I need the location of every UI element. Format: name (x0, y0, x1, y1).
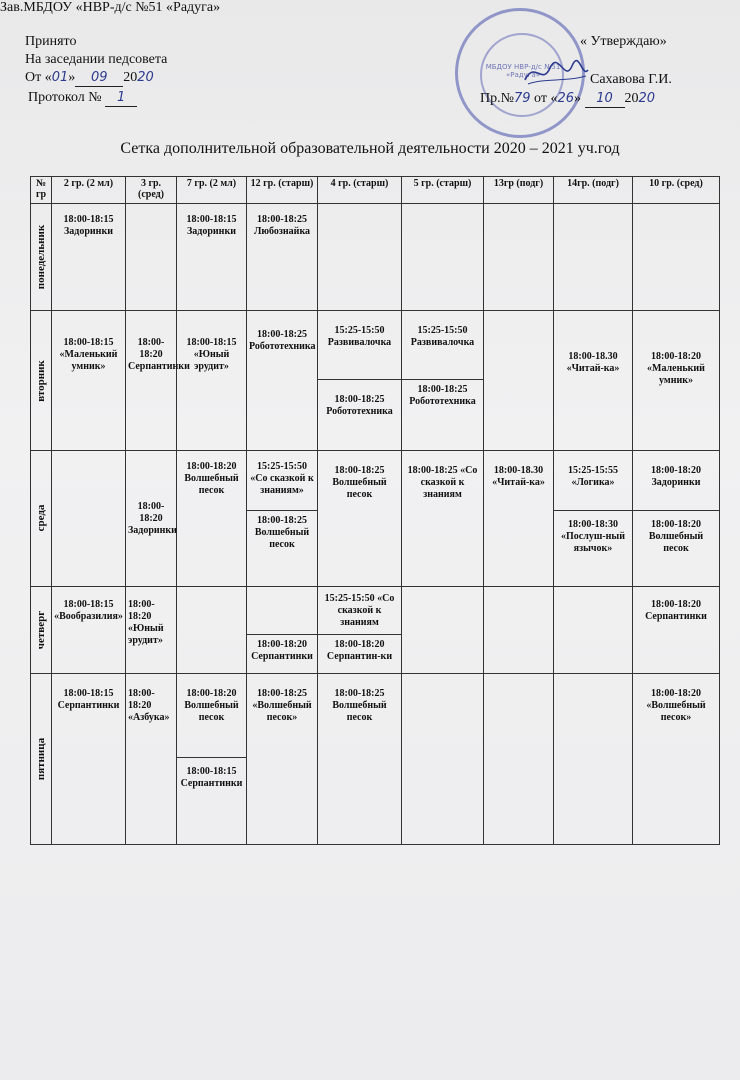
schedule-table (30, 176, 720, 845)
schedule-cell: 18:00-18:20 Задоринки (126, 450, 177, 586)
handwritten-month: 09 (91, 70, 108, 85)
row-monday (31, 204, 720, 311)
header-date-left (25, 70, 154, 87)
day-label-tuesday: вторник (31, 311, 52, 450)
schedule-cell (484, 204, 554, 311)
col-header: 4 гр. (старш) (318, 177, 402, 204)
schedule-cell: 18:00-18:15 Серпантинки (177, 757, 247, 844)
schedule-cell: 18:00-18:20 «Маленький умник» (633, 311, 720, 450)
schedule-cell: 18:00-18:25 Робототехника (247, 311, 318, 450)
schedule-cell: 18:00-18:20 Серпантинки (633, 587, 720, 674)
day-label-monday: понедельник (31, 204, 52, 311)
schedule-cell: 18:00-18:15 «Вообразилия» (52, 587, 126, 674)
row-tuesday-a (31, 311, 720, 379)
schedule-cell (484, 674, 554, 845)
header-accepted: Принято (25, 34, 77, 49)
header-head: Зав.МБДОУ «НВР-д/с №51 «Радуга» (0, 0, 221, 15)
schedule-cell: 18:00-18:20 «Юный эрудит» (126, 587, 177, 674)
schedule-cell: 18:00-18:20 Волшебный песок (177, 450, 247, 586)
schedule-cell (126, 204, 177, 311)
schedule-cell: 18:00-18:20 Серпантин-ки (318, 635, 402, 674)
header-approve: « Утверждаю» (580, 34, 667, 49)
schedule-cell: 18:00-18:20 Задоринки (633, 450, 720, 510)
row-thursday-a (31, 587, 720, 635)
schedule-cell: 18:00-18:30 «Послуш-ный язычок» (554, 510, 633, 586)
schedule-cell (554, 674, 633, 845)
schedule-cell: 18:00-18:25 Волшебный песок (318, 674, 402, 845)
schedule-cell (52, 450, 126, 586)
schedule-cell (318, 204, 402, 311)
schedule-cell (402, 204, 484, 311)
row-friday-a (31, 674, 720, 757)
date-prefix: От « (25, 70, 52, 85)
col-header: 13гр (подг) (484, 177, 554, 204)
year-prefix: 20 (123, 70, 138, 85)
schedule-cell: 18:00-18:25 «Волшебный песок» (247, 674, 318, 845)
handwritten-order-year: 20 (638, 91, 656, 106)
col-header: 3 гр. (сред) (126, 177, 177, 204)
handwritten-order-month: 10 (596, 91, 613, 106)
schedule-cell: 18:00-18:20 Серпантинки (126, 311, 177, 450)
schedule-cell (554, 587, 633, 674)
col-header: № гр (31, 177, 52, 204)
header-order (480, 91, 655, 108)
header-council: На заседании педсовета (25, 52, 168, 67)
day-label-thursday: четверг (31, 587, 52, 674)
header-protocol (28, 90, 137, 107)
schedule-cell: 15:25-15:50 «Со сказкой к знаниям (318, 587, 402, 635)
order-quote: » (574, 91, 581, 106)
order-label: Пр.№ (480, 91, 514, 106)
schedule-cell (554, 204, 633, 311)
page-title: Сетка дополнительной образовательной деятельности 2020 – 2021 уч.год (120, 140, 620, 157)
schedule-cell: 18:00-18:15 Задоринки (177, 204, 247, 311)
schedule-cell: 15:25-15:50 Развивалочка (402, 311, 484, 379)
schedule-cell: 18:00-18:20 Серпантинки (247, 635, 318, 674)
schedule-cell: 18:00-18:20 Волшебный песок (633, 510, 720, 586)
schedule-cell (402, 674, 484, 845)
col-header: 5 гр. (старш) (402, 177, 484, 204)
schedule-cell: 18:00-18:15 Серпантинки (52, 674, 126, 845)
schedule-cell: 18:00-18:15 Задоринки (52, 204, 126, 311)
schedule-cell: 18:00-18:15 «Маленький умник» (52, 311, 126, 450)
schedule-cell: 18:00-18:25 Любознайка (247, 204, 318, 311)
day-label-wednesday: среда (31, 450, 52, 586)
schedule-cell (484, 587, 554, 674)
schedule-cell (177, 587, 247, 674)
col-header: 14гр. (подг) (554, 177, 633, 204)
col-header: 12 гр. (старш) (247, 177, 318, 204)
handwritten-order-number: 79 (513, 91, 531, 106)
header-row (31, 177, 720, 204)
schedule-cell (633, 204, 720, 311)
protocol-label: Протокол № (28, 90, 102, 105)
schedule-cell: 18:00-18:25 Волшебный песок (318, 450, 402, 586)
schedule-cell: 15:25-15:55 «Логика» (554, 450, 633, 510)
col-header: 10 гр. (сред) (633, 177, 720, 204)
schedule-cell: 18:00-18:15 «Юный эрудит» (177, 311, 247, 450)
schedule-cell: 18:00-18:20 «Азбука» (126, 674, 177, 845)
signature-icon (520, 58, 590, 88)
day-label-friday: пятница (31, 674, 52, 845)
schedule-cell (484, 311, 554, 450)
schedule-cell: 15:25-15:50 «Со сказкой к знаниям» (247, 450, 318, 510)
schedule-cell: 18:00-18:25 «Со сказкой к знаниям (402, 450, 484, 586)
handwritten-protocol-number: 1 (116, 90, 126, 105)
handwritten-year: 20 (137, 70, 154, 85)
handwritten-order-day: 26 (557, 91, 574, 106)
schedule-cell: 18:00-18:25 Волшебный песок (247, 510, 318, 586)
schedule-cell: 15:25-15:50 Развивалочка (318, 311, 402, 379)
schedule-cell: 18:00-18:25 Робототехника (402, 379, 484, 450)
col-header: 7 гр. (2 мл) (177, 177, 247, 204)
schedule-cell: 18:00-18:20 Волшебный песок (177, 674, 247, 757)
date-quote: » (68, 70, 76, 85)
handwritten-day: 01 (51, 70, 69, 85)
schedule-cell: 18:00-18:25 Робототехника (318, 379, 402, 450)
order-year-prefix: 20 (624, 91, 639, 106)
schedule-cell (247, 587, 318, 635)
schedule-cell (402, 587, 484, 674)
stamp-text: МБДОУ НВР-д/с №51 «Радуга» (485, 63, 561, 79)
col-header: 2 гр. (2 мл) (52, 177, 126, 204)
schedule-cell: 18:00-18:20 «Волшебный песок» (633, 674, 720, 845)
schedule-cell: 18:00-18.30 «Читай-ка» (484, 450, 554, 586)
row-wednesday-a (31, 450, 720, 510)
order-from: от « (534, 91, 558, 106)
schedule-cell: 18:00-18.30 «Читай-ка» (554, 311, 633, 450)
header-name: Сахавова Г.И. (590, 72, 672, 87)
